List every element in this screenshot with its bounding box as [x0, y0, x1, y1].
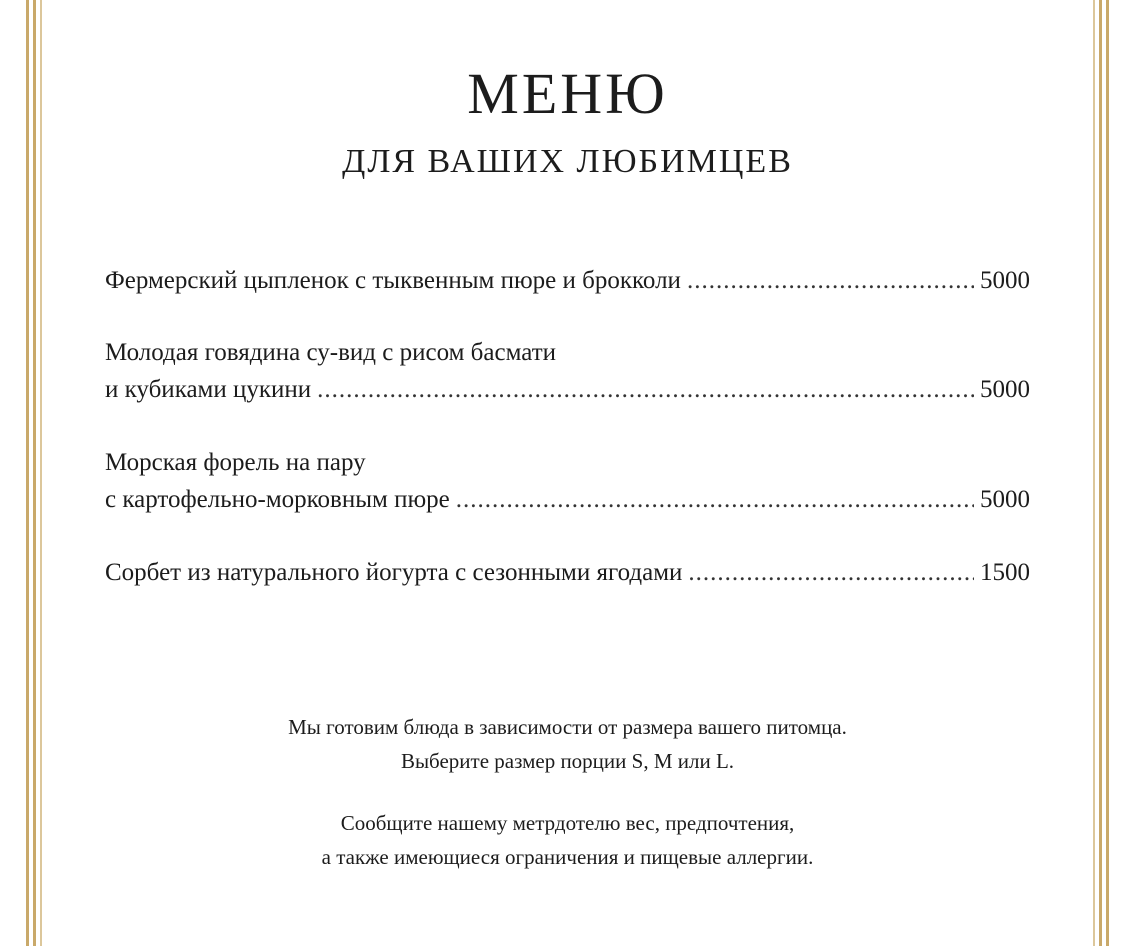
menu-item-name: Сорбет из натурального йогурта с сезонными ягодами [105, 559, 683, 586]
menu-subtitle: ДЛЯ ВАШИХ ЛЮБИМЦЕВ [342, 143, 793, 180]
menu-item-price: 5000 [980, 267, 1030, 294]
menu-item-price: 5000 [980, 376, 1030, 403]
portion-note-line-1: Мы готовим блюда в зависимости от размера вашего питомца. [288, 715, 847, 739]
menu-item-beef [105, 334, 1030, 444]
menu-title: МЕНЮ [467, 61, 668, 126]
portion-note-line-2: Выберите размер порции S, M или L. [400, 749, 735, 773]
allergy-note [0, 806, 1135, 874]
dot-leader [687, 262, 974, 299]
menu-item-name: Морская форель на пару [105, 449, 366, 476]
menu-item-name-continued: с картофельно-морковным пюре [105, 486, 450, 513]
menu-item-sorbet [105, 554, 1030, 594]
allergy-note-line-2: а также имеющиеся ограничения и пищевые аллергии. [321, 845, 814, 869]
menu-list [105, 262, 1030, 594]
allergy-note-line-1: Сообщите нашему метрдотелю вес, предпочтения, [340, 811, 795, 835]
menu-item-price: 5000 [980, 486, 1030, 513]
dot-leader [317, 371, 974, 408]
menu-item-trout [105, 444, 1030, 554]
menu-item-price: 1500 [980, 559, 1030, 586]
menu-item-name: Фермерский цыпленок с тыквенным пюре и брокколи [105, 267, 681, 294]
portion-note [0, 710, 1135, 778]
dot-leader [456, 481, 974, 518]
dot-leader [688, 554, 974, 591]
menu-item-name: Молодая говядина су-вид с рисом басмати [105, 339, 557, 366]
menu-item-name-continued: и кубиками цукини [105, 376, 312, 403]
menu-item-chicken [105, 262, 1030, 334]
